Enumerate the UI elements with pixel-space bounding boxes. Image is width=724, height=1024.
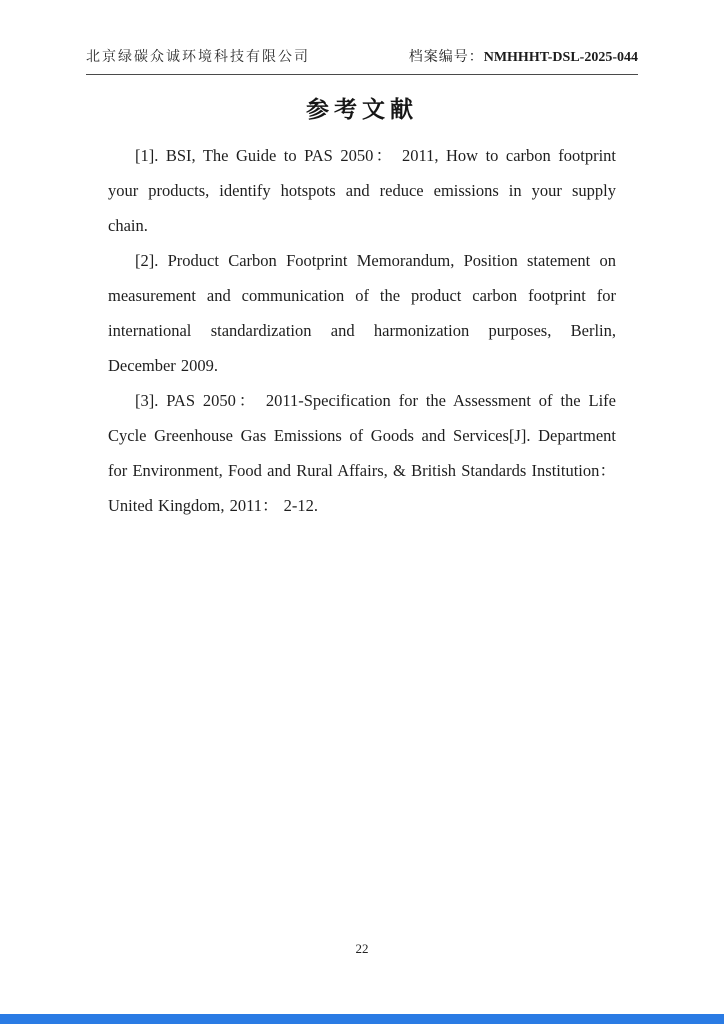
archive-number-value: NMHHHT-DSL-2025-044	[483, 50, 638, 65]
page-header	[86, 49, 638, 75]
references-section	[108, 138, 616, 523]
archive-number-label: 档案编号：	[408, 50, 484, 65]
company-name: 北京绿碳众诚环境科技有限公司	[86, 50, 310, 65]
reference-item-3: [3]. PAS 2050： 2011-Specification for the Assessment of the Life Cycle Greenhouse Gas Emissions of Goods and Services[J]. Department for Environment, Food and Rural Affairs, & British Standards Institution： United Kingdom, 2011： 2-12.	[108, 391, 616, 515]
page-title: 参考文献	[306, 97, 418, 122]
reference-item-1: [1]. BSI, The Guide to PAS 2050： 2011, How to carbon footprint your products, identify hotspots and reduce emissions in your supply chain.	[108, 146, 616, 235]
archive-number	[409, 49, 638, 67]
bottom-accent-bar	[0, 1014, 724, 1024]
reference-item-2: [2]. Product Carbon Footprint Memorandum, Position statement on measurement and communication of the product carbon footprint for international standardization and harmonization purposes, Berlin, December 2009.	[108, 251, 616, 375]
page-number: 22	[355, 941, 369, 956]
